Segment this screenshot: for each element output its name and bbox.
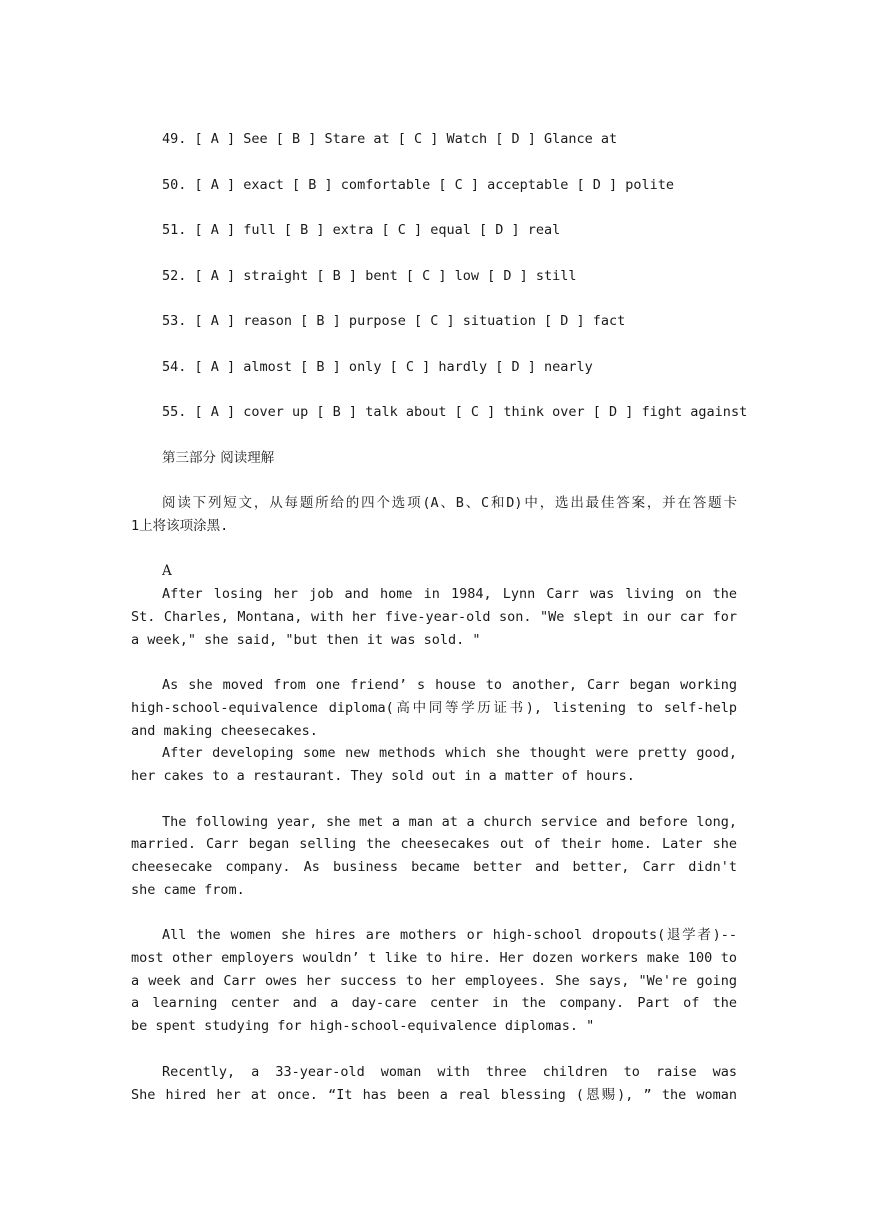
passage-line: she came from.	[131, 882, 245, 898]
passage-line: cheesecake company. As business became better and better, Carr didn't	[131, 859, 737, 875]
passage-line: She hired her at once. “It has been a real blessing (恩赐), ” the woman	[131, 1087, 737, 1103]
question-50: 50. [ A ] exact [ B ] comfortable [ C ] acceptable [ D ] polite	[162, 177, 675, 193]
passage-line: married. Carr began selling the cheesecakes out of their home. Later she	[131, 836, 737, 852]
instructions-line-2: 1上将该项涂黑.	[131, 518, 229, 534]
passage-line: and making cheesecakes.	[131, 723, 318, 739]
question-53: 53. [ A ] reason [ B ] purpose [ C ] situation [ D ] fact	[162, 313, 626, 329]
question-51: 51. [ A ] full [ B ] extra [ C ] equal [ D ] real	[162, 222, 561, 238]
passage-line: a week," she said, "but then it was sold. "	[131, 632, 481, 648]
passage-line: All the women she hires are mothers or high-school dropouts(退学者)--	[162, 927, 737, 943]
passage-line: Recently, a 33-year-old woman with three children to raise was	[162, 1064, 737, 1080]
passage-line: most other employers wouldn’ t like to hire. Her dozen workers make 100 to	[131, 950, 737, 966]
passage-line: high-school-equivalence diploma(高中同等学历证书), listening to self-help	[131, 700, 737, 716]
question-52: 52. [ A ] straight [ B ] bent [ C ] low [ D ] still	[162, 268, 577, 284]
section-title: 第三部分 阅读理解	[162, 450, 275, 466]
question-54: 54. [ A ] almost [ B ] only [ C ] hardly [ D ] nearly	[162, 359, 593, 375]
question-55: 55. [ A ] cover up [ B ] talk about [ C ] think over [ D ] fight against	[162, 404, 748, 420]
passage-line: a learning center and a day-care center in the company. Part of the	[131, 995, 737, 1011]
passage-line: As she moved from one friend’ s house to another, Carr began working	[162, 677, 737, 693]
passage-line: her cakes to a restaurant. They sold out in a matter of hours.	[131, 768, 635, 784]
passage-line: After developing some new methods which she thought were pretty good,	[162, 745, 737, 761]
passage-label: A	[162, 563, 172, 579]
passage-line: The following year, she met a man at a church service and before long,	[162, 814, 737, 830]
passage-line: After losing her job and home in 1984, Lynn Carr was living on the	[162, 586, 737, 602]
passage-line: St. Charles, Montana, with her five-year-old son. "We slept in our car for	[131, 609, 737, 625]
instructions-line-1: 阅读下列短文，从每题所给的四个选项(A、B、C和D)中，选出最佳答案，并在答题卡	[162, 495, 737, 511]
passage-line: be spent studying for high-school-equivalence diplomas. "	[131, 1018, 595, 1034]
question-49: 49. [ A ] See [ B ] Stare at [ C ] Watch [ D ] Glance at	[162, 131, 618, 147]
passage-line: a week and Carr owes her success to her employees. She says, "We're going	[131, 973, 737, 989]
